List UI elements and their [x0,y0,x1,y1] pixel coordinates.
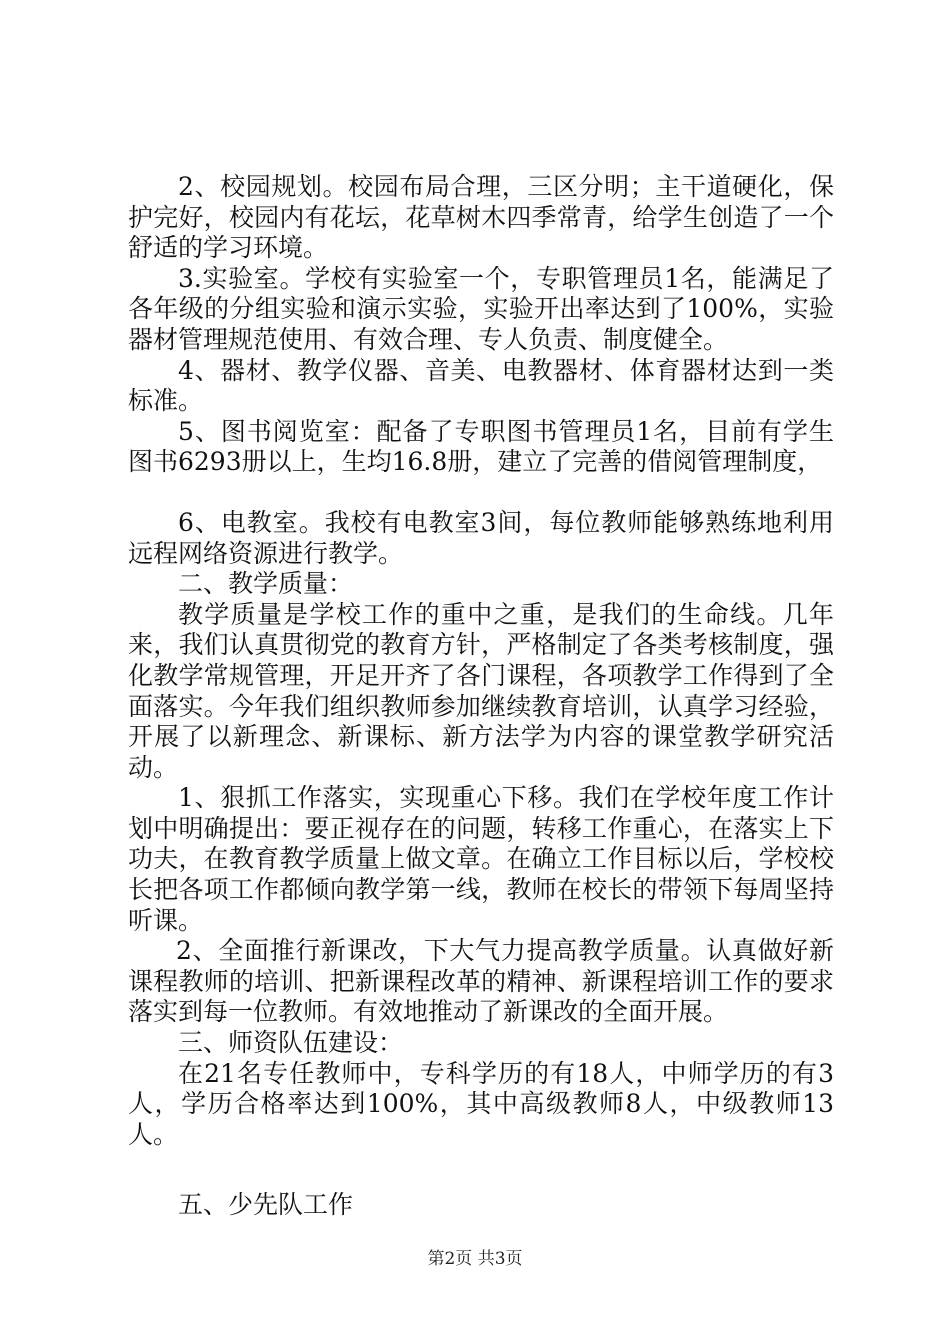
paragraph-av-room: 6、电教室。我校有电教室3间，每位教师能够熟练地利用远程网络资源进行教学。 [128,507,834,568]
heading-teaching-staff: 三、师资队伍建设： [178,1028,404,1058]
heading-teaching-quality: 二、教学质量： [178,569,354,599]
paragraph-curriculum-reform: 2、全面推行新课改，下大气力提高教学质量。认真做好新课程教师的培训、把新课程改革的精神、新课程培训工作的要求落实到每一位教师。有效地推动了新课改的全面开展。 [128,936,834,1027]
paragraph-gap [128,478,834,508]
paragraph-teaching-quality: 教学质量是学校工作的重中之重，是我们的生命线。几年来，我们认真贯彻党的教育方针，严格制定了各类考核制度，强化教学常规管理，开足开齐了各门课程，各项教学工作得到了全面落实。今年我们组织教师参加继续教育培训，认真学习经验，开展了以新理念、新课标、新方法学为内容的课堂教学研究活动。 [128,599,834,782]
paragraph-laboratory: 3.实验室。学校有实验室一个，专职管理员1名，能满足了各年级的分组实验和演示实验，实验开出率达到了100%，实验器材管理规范使用、有效合理、专人负责、制度健全。 [128,263,834,354]
page-footer: 第2页 共3页 [427,1249,523,1269]
paragraph-campus-planning: 2、校园规划。校园布局合理，三区分明；主干道硬化，保护完好，校园内有花坛，花草树木四季常青，给学生创造了一个舒适的学习环境。 [128,172,834,263]
paragraph-equipment: 4、器材、教学仪器、音美、电教器材、体育器材达到一类标准。 [128,355,834,416]
paragraph-teaching-staff: 在21名专任教师中，专科学历的有18人，中师学历的有3人，学历合格率达到100%，其中高级教师8人，中级教师13人。 [128,1058,834,1149]
heading-young-pioneers: 五、少先队工作 [178,1190,354,1220]
paragraph-gap [128,1150,834,1190]
document-body [128,172,834,1221]
paragraph-library: 5、图书阅览室：配备了专职图书管理员1名，目前有学生图书6293册以上，生均16.8册，建立了完善的借阅管理制度， [128,416,834,477]
paragraph-work-implementation: 1、狠抓工作落实，实现重心下移。我们在学校年度工作计划中明确提出：要正视存在的问题，转移工作重心，在落实上下功夫，在教育教学质量上做文章。在确立工作目标以后，学校校长把各项工作都倾向教学第一线，教师在校长的带领下每周坚持听课。 [128,783,834,935]
